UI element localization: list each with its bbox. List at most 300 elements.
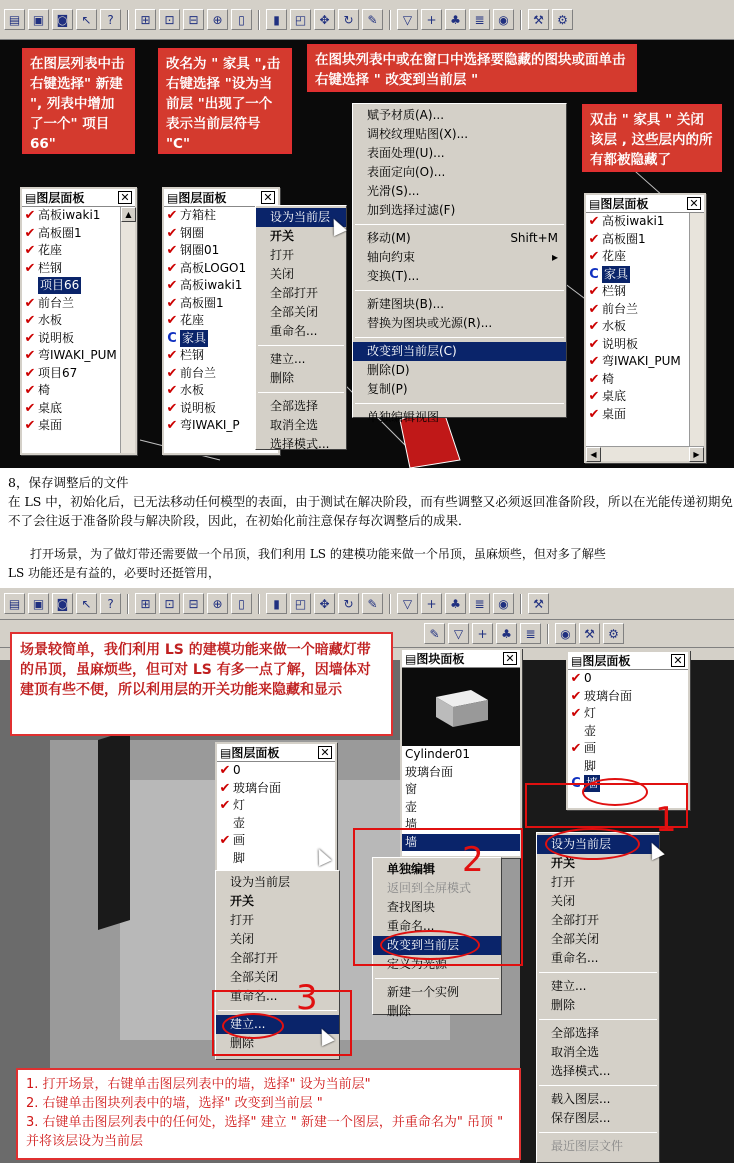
rotate-icon[interactable]: ↻ <box>338 9 359 30</box>
layer-row[interactable] <box>586 213 689 231</box>
menu-separator <box>355 337 564 338</box>
menu-item[interactable] <box>353 144 566 163</box>
menu-item-label: 关闭 <box>270 267 295 281</box>
block-panel-icon: ▤ <box>405 652 417 666</box>
hierarchy-icon[interactable]: ♣ <box>496 623 517 644</box>
layer-context-menu-right <box>536 832 660 1163</box>
menu-separator <box>539 1019 657 1020</box>
menu-item-label: 加到选择过滤(F) <box>367 203 456 217</box>
menu-item[interactable] <box>537 1062 659 1081</box>
layers-icon[interactable]: ▤ <box>4 593 25 614</box>
menu-item-label: 打开 <box>270 248 295 262</box>
camera-icon[interactable]: ◙ <box>52 593 73 614</box>
menu-separator <box>258 345 344 346</box>
layer-row-label: 脚 <box>233 850 246 865</box>
check-icon[interactable]: ✔ <box>24 260 36 276</box>
check-icon[interactable]: ✔ <box>166 348 178 364</box>
menu-item-label: 重命名... <box>270 324 318 338</box>
scroll-left-icon[interactable]: ◀ <box>586 447 601 462</box>
menu-item[interactable] <box>256 303 346 322</box>
menu-item[interactable] <box>353 342 566 361</box>
step-number-3: 3 <box>296 978 318 1018</box>
layer-row[interactable] <box>217 815 335 833</box>
menu-item-label: 变换(T)... <box>367 269 420 283</box>
layer-row[interactable] <box>586 353 689 371</box>
menu-item[interactable] <box>537 1090 659 1109</box>
layer-row-label: 高板LOGO1 <box>180 260 247 275</box>
menu-item[interactable] <box>353 267 566 286</box>
layer-row[interactable] <box>568 758 688 776</box>
menu-item[interactable] <box>353 361 566 380</box>
image-icon[interactable]: ▣ <box>28 593 49 614</box>
menu-item[interactable] <box>353 182 566 201</box>
page-icon[interactable]: ▯ <box>231 593 252 614</box>
layer-row[interactable] <box>22 207 120 225</box>
check-icon[interactable]: ✔ <box>166 208 178 224</box>
layer-row[interactable] <box>22 365 120 383</box>
step-2-text: 2. 右键单击图块列表中的墙，选择" 改变到当前层 " <box>26 1096 323 1111</box>
select-region-icon[interactable]: ◰ <box>290 9 311 30</box>
step-3-text: 3. 右键单击图层列表中的任何处，选择" 建立 " 新建一个图层，并重命名为" 吊顶 " 并将该层设为当前层 <box>26 1115 504 1149</box>
menu-item-label: 取消全选 <box>270 418 319 432</box>
layer-panel-icon: ▤ <box>589 197 601 211</box>
layer-row-label: 画 <box>233 833 246 848</box>
layer-list-1 <box>22 207 135 435</box>
layer-row-label: 钢圈 <box>180 225 205 240</box>
check-icon[interactable]: ✔ <box>166 260 178 276</box>
layer-row-label: 栏钢 <box>38 260 63 275</box>
menu-item-label: 选择模式... <box>270 437 330 451</box>
layer-row-label: 花座 <box>38 243 63 258</box>
layer-panel-middle-title <box>217 744 335 762</box>
menu-item[interactable] <box>373 1002 501 1021</box>
menu-item[interactable] <box>353 248 566 267</box>
check-icon[interactable]: ✔ <box>24 365 36 381</box>
object-context-menu <box>352 103 567 424</box>
check-icon[interactable]: ✔ <box>24 330 36 346</box>
menu-item-label: 全部关闭 <box>551 932 600 946</box>
zoom-in-icon[interactable]: ⊕ <box>207 9 228 30</box>
layer-row[interactable] <box>217 762 335 780</box>
layer-panel-icon: ▤ <box>167 191 179 205</box>
tool-icon[interactable]: ⚒ <box>528 593 549 614</box>
layer-panel-1-title <box>22 189 135 207</box>
check-icon[interactable]: ✔ <box>24 400 36 416</box>
step-number-2: 2 <box>462 840 484 880</box>
current-layer-icon[interactable]: C <box>571 776 581 792</box>
menu-item[interactable] <box>216 892 339 911</box>
layer-row[interactable] <box>568 723 688 741</box>
layer-row[interactable] <box>217 780 335 798</box>
filter-icon[interactable]: ▽ <box>448 623 469 644</box>
check-icon[interactable]: ✔ <box>588 406 600 422</box>
menu-item-label: 最近图层文件 <box>551 1139 624 1153</box>
filter-icon[interactable]: ▽ <box>397 593 418 614</box>
paragraph-save: 在 LS 中，初始化后，已无法移动任何模型的表面，由于测试在解决阶段，而有些调整又必须返回准备阶段，所以在光能传递初期免不了会往返于准备阶段与解决阶段，因此，在初始化前注意保存每次调整后的成果． <box>8 494 733 528</box>
check-icon[interactable]: ✔ <box>588 389 600 405</box>
layer-row[interactable] <box>22 347 120 365</box>
check-icon[interactable]: ✔ <box>570 671 582 687</box>
layer-row-label: 高板iwaki1 <box>602 214 665 229</box>
menu-item-label: 全部打开 <box>230 951 279 965</box>
check-icon[interactable]: ✔ <box>588 249 600 265</box>
close-icon[interactable]: ✕ <box>261 191 275 204</box>
zoom-out-icon[interactable]: ⊟ <box>183 593 204 614</box>
layer-row-label: 灯 <box>584 706 597 721</box>
layer-row[interactable] <box>568 688 688 706</box>
menu-item[interactable] <box>537 1024 659 1043</box>
tool-icon[interactable]: ⚒ <box>579 623 600 644</box>
layer-row[interactable] <box>22 312 120 330</box>
layer-row[interactable] <box>568 670 688 688</box>
layer-row[interactable] <box>568 705 688 723</box>
menu-item[interactable] <box>256 265 346 284</box>
layer-row[interactable] <box>586 388 689 406</box>
image-icon[interactable]: ▣ <box>28 9 49 30</box>
block-list-item[interactable]: 玻璃台面 <box>405 764 454 779</box>
layer-row[interactable] <box>22 242 120 260</box>
block-list-item[interactable]: 窗 <box>405 782 418 797</box>
check-icon[interactable]: ✔ <box>219 780 231 796</box>
zoom-box-icon[interactable]: ⊞ <box>135 593 156 614</box>
check-icon[interactable]: ✔ <box>24 208 36 224</box>
check-icon[interactable]: ✔ <box>570 688 582 704</box>
menu-item[interactable] <box>256 416 346 435</box>
menu-item-label: 建立... <box>270 352 306 366</box>
close-icon[interactable]: ✕ <box>687 197 701 210</box>
paragraph-intro-b: LS 功能还是有益的，必要时还挺管用， <box>8 566 221 580</box>
layer-row-label: 高板iwaki1 <box>180 278 243 293</box>
layer-row-label: 前台兰 <box>602 301 639 316</box>
menu-item[interactable] <box>353 201 566 220</box>
layer-panel-icon: ▤ <box>220 746 232 760</box>
check-icon[interactable]: ✔ <box>166 365 178 381</box>
layer-row-label: 桌底 <box>602 389 627 404</box>
menu-item[interactable] <box>353 314 566 333</box>
menu-item-label: 新建一个实例 <box>387 985 460 999</box>
menu-item[interactable] <box>353 229 566 248</box>
move-icon[interactable]: ✥ <box>314 9 335 30</box>
check-icon[interactable]: ✔ <box>588 319 600 335</box>
menu-item[interactable] <box>353 125 566 144</box>
menu-item[interactable] <box>353 380 566 399</box>
check-icon[interactable]: ✔ <box>166 243 178 259</box>
menu-item[interactable] <box>537 977 659 996</box>
add-icon[interactable]: + <box>421 593 442 614</box>
menu-item-label: 设为当前层 <box>551 837 612 851</box>
menu-item[interactable] <box>353 408 566 427</box>
layer-row[interactable] <box>22 295 120 313</box>
menu-item-shortcut: ▸ <box>551 250 558 264</box>
menu-item[interactable] <box>537 930 659 949</box>
highlight-oval-wall <box>582 778 648 806</box>
callout-steps <box>16 1068 521 1160</box>
callout-close-layer: 双击 " 家具 " 关闭该层 , 这些层内的所有都被隐藏了 <box>582 104 722 172</box>
check-icon[interactable]: ✔ <box>588 301 600 317</box>
menu-item[interactable] <box>353 295 566 314</box>
menu-item-label: 建立... <box>230 1017 266 1031</box>
menu-item-label: 改变到当前层 <box>387 938 460 952</box>
check-icon[interactable]: ✔ <box>219 763 231 779</box>
toolbar-icons <box>4 9 573 30</box>
pointer-icon[interactable]: ↖ <box>76 593 97 614</box>
layer-row-label: 壶 <box>233 815 246 830</box>
check-icon[interactable]: ✔ <box>166 225 178 241</box>
zoom-out-icon[interactable]: ⊟ <box>183 9 204 30</box>
menu-item-label: 替换为图块或光源(R)... <box>367 316 493 330</box>
globe-icon[interactable]: ◉ <box>493 593 514 614</box>
page-b-icon[interactable]: ▮ <box>266 9 287 30</box>
menu-item[interactable] <box>256 435 346 454</box>
zoom-window-icon[interactable]: ⊡ <box>159 9 180 30</box>
menu-item[interactable] <box>537 911 659 930</box>
menu-item-label: 查找图块 <box>387 900 436 914</box>
callout-ceiling-intro: 场景较简单，我们利用 LS 的建模功能来做一个暗藏灯带的吊顶，虽麻烦些，但可对 LS 有多一点了解，因墙体对建顶有些不便，所以利用层的开关功能来隐藏和显示 <box>10 632 393 736</box>
layer-row[interactable] <box>586 231 689 249</box>
paragraph-intro-a: 打开场景，为了做灯带还需要做一个吊顶，我们利用 LS 的建模功能来做一个吊顶，虽麻烦些，但对多了解些 <box>30 547 606 561</box>
menu-item[interactable] <box>353 106 566 125</box>
wrench-icon[interactable]: ⚙ <box>552 9 573 30</box>
layer-row-label: 墙 <box>586 776 599 791</box>
menu-item[interactable] <box>216 949 339 968</box>
callout-rename-layer: 改名为 " 家具 ",击右键选择 "设为当前层 "出现了一个表示当前层符号 "C" <box>158 48 292 154</box>
filter-icon[interactable]: ▽ <box>397 9 418 30</box>
layer-row-label: 花座 <box>180 313 205 328</box>
block-list-item[interactable]: 壶 <box>405 799 418 814</box>
check-icon[interactable]: ✔ <box>570 706 582 722</box>
layer-row[interactable] <box>217 832 335 850</box>
stack-icon[interactable]: ≣ <box>469 593 490 614</box>
check-icon[interactable]: ✔ <box>166 313 178 329</box>
page-icon[interactable]: ▯ <box>231 9 252 30</box>
close-icon[interactable]: ✕ <box>503 652 517 665</box>
check-icon[interactable]: ✔ <box>166 295 178 311</box>
step-1-text: 1. 打开场景，右键单击图层列表中的墙，选择" 设为当前层" <box>26 1077 371 1092</box>
scroll-right-icon[interactable]: ▶ <box>689 447 704 462</box>
layer-list-3 <box>586 213 704 423</box>
horizontal-scrollbar[interactable] <box>586 446 704 461</box>
layer-row[interactable] <box>586 406 689 424</box>
menu-item-label: 开关 <box>551 856 576 870</box>
help-pointer-icon[interactable]: ? <box>100 9 121 30</box>
check-icon[interactable]: ✔ <box>166 383 178 399</box>
layer-row[interactable] <box>586 248 689 266</box>
paint-icon[interactable]: ✎ <box>362 9 383 30</box>
check-icon[interactable]: ✔ <box>24 225 36 241</box>
layer-row-label: 项目67 <box>38 365 78 380</box>
panel-title-text: 图层面板 <box>600 197 649 211</box>
menu-item-label: 赋予材质(A)... <box>367 108 445 122</box>
move-icon[interactable]: ✥ <box>314 593 335 614</box>
layer-panel-3 <box>584 193 706 463</box>
menu-item-label: 全部打开 <box>551 913 600 927</box>
menu-item-label: 调校纹理贴图(X)... <box>367 127 469 141</box>
menu-item[interactable] <box>537 949 659 968</box>
toolbar-separator <box>258 594 260 614</box>
block-list-item[interactable]: Cylinder01 <box>405 747 470 762</box>
layer-row-label: 栏钢 <box>602 284 627 299</box>
menu-separator <box>355 290 564 291</box>
menu-item[interactable] <box>256 369 346 388</box>
zoom-window-icon[interactable]: ⊡ <box>159 593 180 614</box>
layer-row[interactable] <box>586 283 689 301</box>
menu-item-label: 全部打开 <box>270 286 319 300</box>
scroll-up-icon[interactable]: ▲ <box>121 207 136 222</box>
check-icon[interactable]: ✔ <box>166 418 178 434</box>
toolbar-separator <box>389 10 391 30</box>
layer-row-label: 桌面 <box>38 418 63 433</box>
layer-row-label: 水板 <box>38 313 63 328</box>
menu-item-label: 删除(D) <box>367 363 410 377</box>
layer-row[interactable] <box>586 301 689 319</box>
menu-item-label: 关闭 <box>551 894 576 908</box>
menu-item[interactable] <box>537 1109 659 1128</box>
menu-item[interactable] <box>537 873 659 892</box>
layer-panel-icon: ▤ <box>571 654 583 668</box>
toolbar-separator <box>389 594 391 614</box>
stack-icon[interactable]: ≣ <box>469 9 490 30</box>
block-list-item[interactable]: 墙 <box>405 817 418 832</box>
check-icon[interactable]: ✔ <box>588 231 600 247</box>
block-list-item[interactable]: 墙 <box>402 834 520 852</box>
layer-row-label: 说明板 <box>38 330 75 345</box>
menu-separator <box>375 978 499 979</box>
layer-row[interactable] <box>22 260 120 278</box>
check-icon[interactable]: ✔ <box>166 278 178 294</box>
page-b-icon[interactable]: ▮ <box>266 593 287 614</box>
zoom-in-icon[interactable]: ⊕ <box>207 593 228 614</box>
current-layer-icon[interactable]: C <box>167 330 177 346</box>
layer-row[interactable] <box>586 336 689 354</box>
layer-row[interactable] <box>22 417 120 435</box>
help-pointer-icon[interactable]: ? <box>100 593 121 614</box>
layer-row-label: 弯IWAKI_P <box>180 418 240 433</box>
check-icon[interactable]: ✔ <box>588 371 600 387</box>
layer-row-label: 高板iwaki1 <box>38 208 101 223</box>
zoom-box-icon[interactable]: ⊞ <box>135 9 156 30</box>
check-icon[interactable]: ✔ <box>588 214 600 230</box>
highlight-oval-set-current <box>545 828 640 860</box>
check-icon[interactable]: ✔ <box>588 284 600 300</box>
toolbar-separator <box>127 10 129 30</box>
scrollbar[interactable] <box>120 207 135 453</box>
check-icon[interactable]: ✔ <box>24 418 36 434</box>
rotate-icon[interactable]: ↻ <box>338 593 359 614</box>
check-icon[interactable]: ✔ <box>24 383 36 399</box>
highlight-oval-change-layer <box>380 930 480 960</box>
layer-row-label: 椅 <box>602 371 615 386</box>
menu-item[interactable] <box>216 930 339 949</box>
check-icon[interactable]: ✔ <box>219 798 231 814</box>
block-preview <box>402 668 520 746</box>
layer-row-label: 高板圈1 <box>38 225 82 240</box>
globe-icon[interactable]: ◉ <box>555 623 576 644</box>
layer-row-label: 玻璃台面 <box>233 780 282 795</box>
menu-item-label: 开关 <box>270 229 295 243</box>
close-icon[interactable]: ✕ <box>118 191 132 204</box>
menu-item[interactable] <box>537 996 659 1015</box>
menu-item[interactable] <box>537 1043 659 1062</box>
layer-row-label: 方箱柱 <box>180 208 217 223</box>
layer-row[interactable] <box>586 266 689 284</box>
pointer-icon[interactable]: ↖ <box>76 9 97 30</box>
step-number-1: 1 <box>655 800 677 840</box>
close-icon[interactable]: ✕ <box>318 746 332 759</box>
menu-item-label: 建立... <box>551 979 587 993</box>
menu-item[interactable] <box>216 873 339 892</box>
check-icon[interactable]: ✔ <box>588 354 600 370</box>
layer-row[interactable] <box>217 797 335 815</box>
layer-row[interactable] <box>586 318 689 336</box>
menu-item[interactable] <box>216 968 339 987</box>
add-icon[interactable]: + <box>421 9 442 30</box>
block-panel-title <box>402 650 520 668</box>
layer-row[interactable] <box>22 400 120 418</box>
scrollbar[interactable] <box>689 213 704 446</box>
check-icon[interactable]: ✔ <box>24 295 36 311</box>
check-icon[interactable]: ✔ <box>24 348 36 364</box>
menu-item[interactable] <box>256 350 346 369</box>
menu-item[interactable] <box>256 322 346 341</box>
stack-icon[interactable]: ≣ <box>520 623 541 644</box>
hierarchy-icon[interactable]: ♣ <box>445 593 466 614</box>
tool-icon[interactable]: ⚒ <box>528 9 549 30</box>
menu-item[interactable] <box>373 983 501 1002</box>
paint-icon[interactable]: ✎ <box>424 623 445 644</box>
camera-icon[interactable]: ◙ <box>52 9 73 30</box>
add-icon[interactable]: + <box>472 623 493 644</box>
layer-row[interactable] <box>568 740 688 758</box>
menu-item[interactable] <box>256 246 346 265</box>
layer-row[interactable] <box>22 277 120 295</box>
layer-row[interactable] <box>22 382 120 400</box>
layer-row[interactable] <box>22 225 120 243</box>
menu-separator <box>258 392 344 393</box>
paint-icon[interactable]: ✎ <box>362 593 383 614</box>
toolbar-icons-row2 <box>424 623 624 644</box>
menu-item-label: 删除 <box>551 998 576 1012</box>
menu-separator <box>539 1132 657 1133</box>
layers-icon[interactable]: ▤ <box>4 9 25 30</box>
current-layer-icon[interactable]: C <box>589 266 599 282</box>
layer-row[interactable] <box>586 371 689 389</box>
check-icon[interactable]: ✔ <box>24 243 36 259</box>
menu-item[interactable] <box>216 911 339 930</box>
globe-icon[interactable]: ◉ <box>493 9 514 30</box>
check-icon[interactable]: ✔ <box>588 336 600 352</box>
check-icon[interactable]: ✔ <box>219 833 231 849</box>
check-icon[interactable]: ✔ <box>570 741 582 757</box>
check-icon[interactable]: ✔ <box>24 313 36 329</box>
toolbar-separator <box>258 10 260 30</box>
check-icon[interactable]: ✔ <box>166 400 178 416</box>
menu-item[interactable] <box>537 892 659 911</box>
menu-item[interactable] <box>353 163 566 182</box>
menu-item[interactable] <box>537 1137 659 1156</box>
menu-item-label: 全部选择 <box>270 399 319 413</box>
layer-row-label: 椅 <box>38 383 51 398</box>
hierarchy-icon[interactable]: ♣ <box>445 9 466 30</box>
menu-item[interactable] <box>256 284 346 303</box>
select-region-icon[interactable]: ◰ <box>290 593 311 614</box>
wrench-icon[interactable]: ⚙ <box>603 623 624 644</box>
menu-item[interactable] <box>256 397 346 416</box>
layer-row[interactable] <box>22 330 120 348</box>
panel-title-text: 图层面板 <box>178 191 227 205</box>
menu-item-label: 光滑(S)... <box>367 184 420 198</box>
close-icon[interactable]: ✕ <box>671 654 685 667</box>
menu-item-label: 表面处理(U)... <box>367 146 445 160</box>
